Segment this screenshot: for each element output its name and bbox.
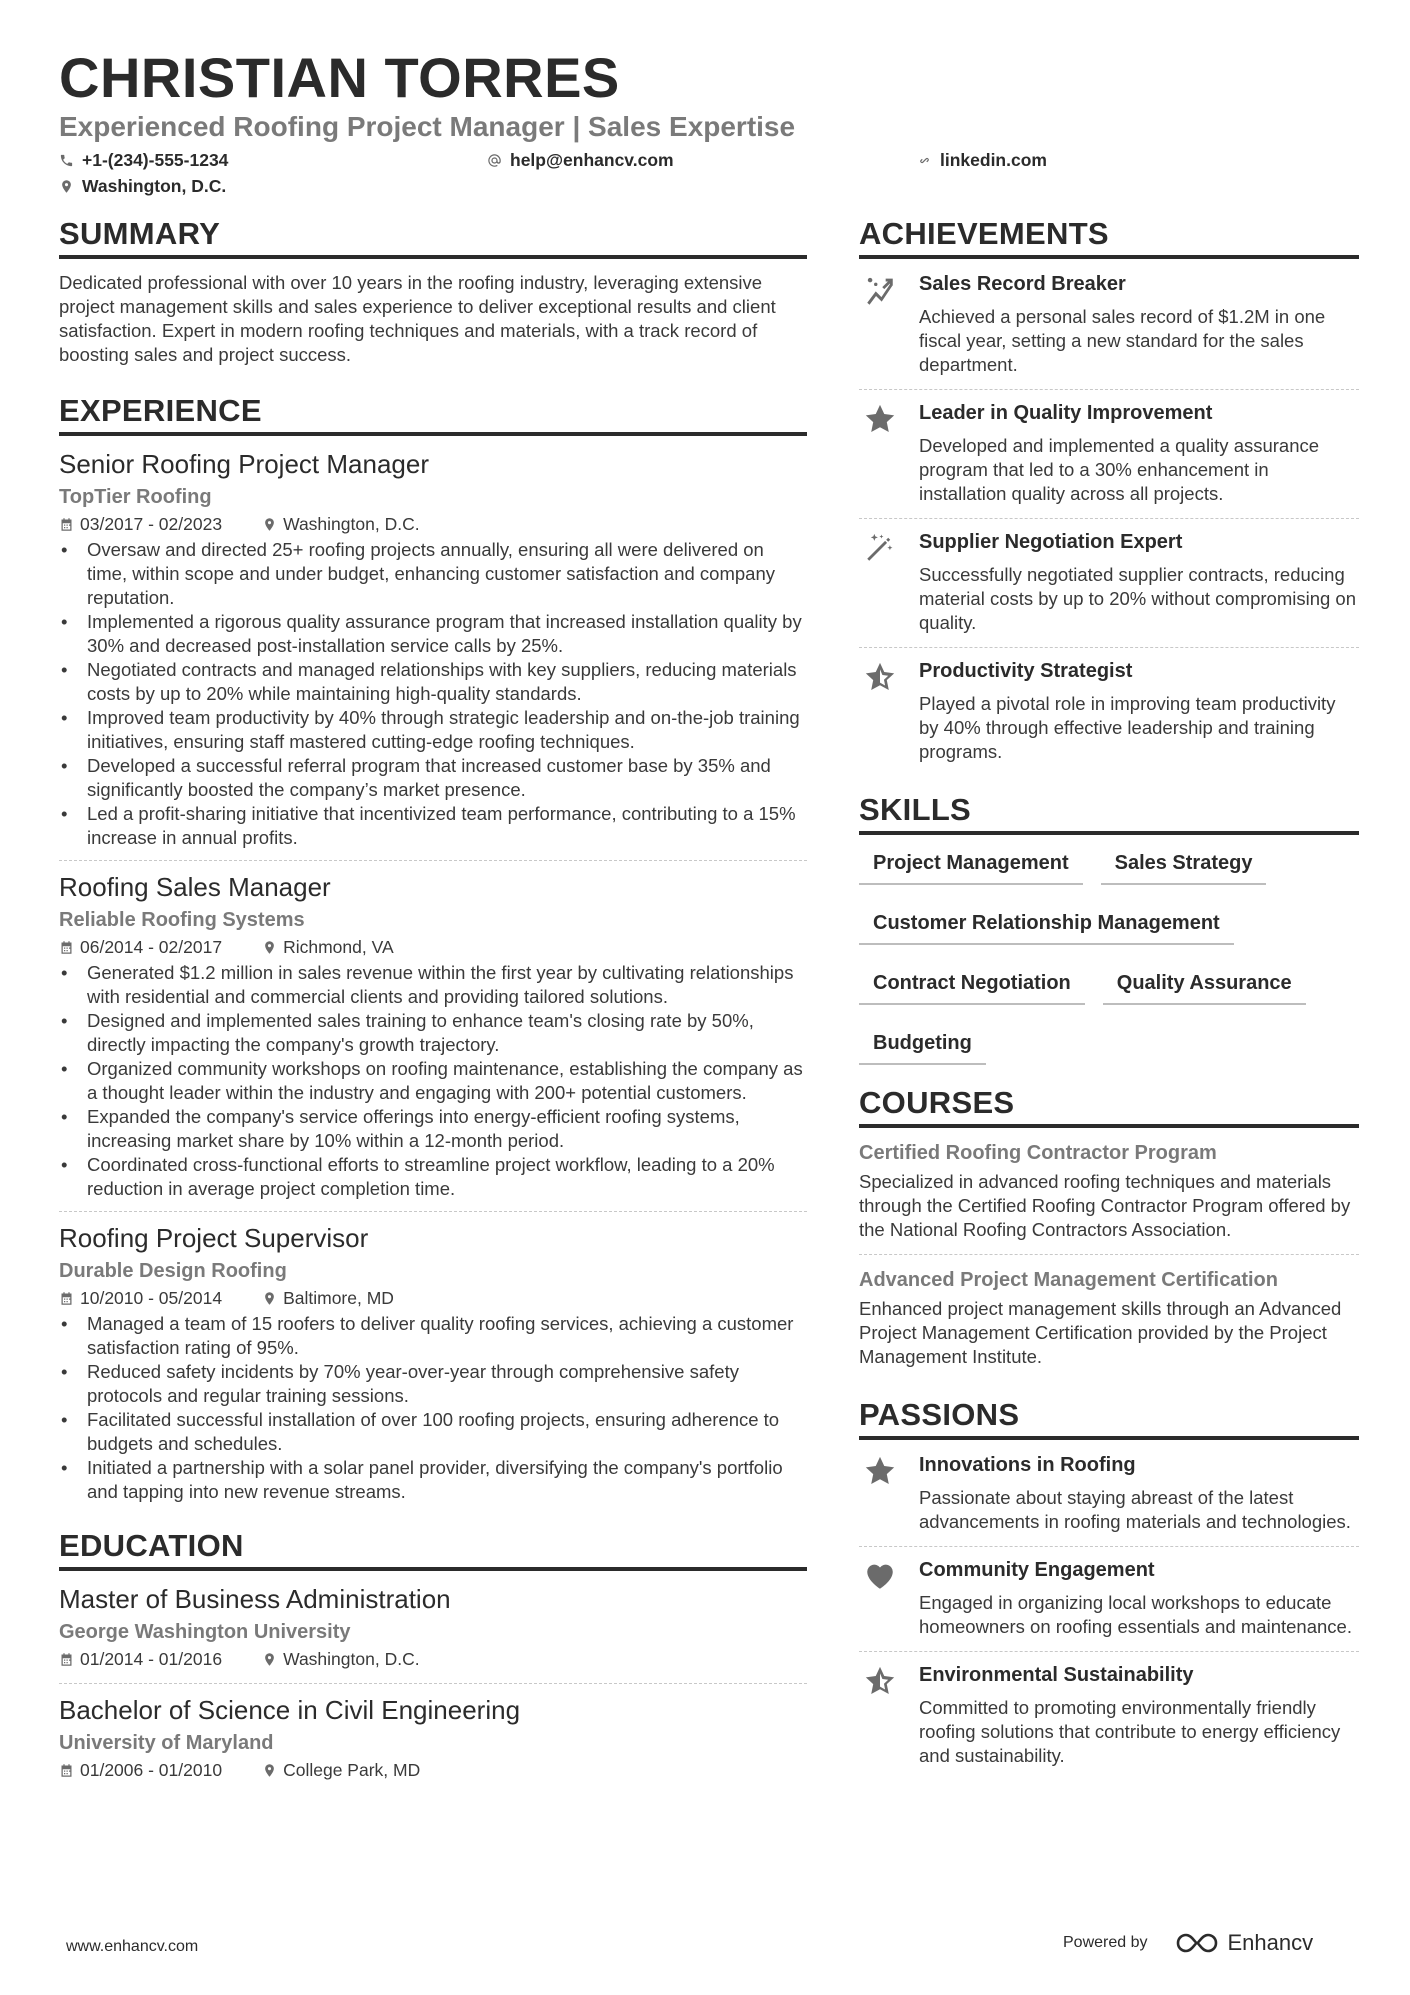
location-text: Washington, D.C. — [82, 176, 227, 196]
job-bullet: • Generated $1.2 million in sales revenue within the first year by cultivating relationships with residential and commercial clients and providing tailored solutions. — [59, 961, 807, 1009]
job-bullet: • Managed a team of 15 roofers to deliver quality roofing services, achieving a customer satisfaction rating of 95%. — [59, 1312, 807, 1360]
contact-location — [59, 175, 226, 197]
job-bullet: • Oversaw and directed 25+ roofing projects annually, ensuring all were delivered on time, within scope and under budget, enhancing customer satisfaction and company reputation. — [59, 538, 807, 610]
candidate-title: Experienced Roofing Project Manager | Sales Expertise — [59, 111, 796, 142]
job-bullets — [59, 961, 807, 1201]
contact-linkedin[interactable] — [917, 149, 1047, 171]
education-heading: EDUCATION — [59, 1528, 807, 1571]
achievements-heading: ACHIEVEMENTS — [859, 216, 1359, 259]
achievements-item — [859, 519, 1359, 648]
passions-text: Engaged in organizing local workshops to educate homeowners on roofing essentials and maintenance. — [919, 1592, 1352, 1637]
job-dates: 06/2014 - 02/2017 — [80, 937, 223, 957]
phone-icon — [59, 153, 74, 168]
achievements-title: Supplier Negotiation Expert — [919, 531, 1183, 553]
experience-entry — [59, 871, 807, 1212]
achievements-title: Leader in Quality Improvement — [919, 402, 1213, 424]
calendar-icon — [59, 940, 74, 955]
achievements-item — [859, 261, 1359, 390]
job-bullet: • Initiated a partnership with a solar panel provider, diversifying the company's portfolio and tapping into new revenue streams. — [59, 1456, 807, 1504]
job-meta — [59, 1286, 807, 1310]
job-bullet: • Expanded the company's service offerings into energy-efficient roofing systems, increasing market share by 10% within a 12-month period. — [59, 1105, 807, 1153]
job-bullet: • Coordinated cross-functional efforts to streamline project workflow, leading to a 20% reduction in average project completion time. — [59, 1153, 807, 1201]
link-icon — [917, 153, 932, 168]
education-entry — [59, 1694, 807, 1794]
calendar-icon — [59, 1763, 74, 1778]
degree-title: Master of Business Administration — [59, 1584, 451, 1614]
job-location: Richmond, VA — [283, 937, 394, 957]
education-dates: 01/2006 - 01/2010 — [80, 1760, 223, 1780]
job-dates: 03/2017 - 02/2023 — [80, 514, 223, 534]
email-text: help@enhancv.com — [510, 150, 674, 170]
experience-entry — [59, 1222, 807, 1514]
education-location: Washington, D.C. — [283, 1649, 420, 1669]
experience-list — [59, 448, 807, 1514]
education-dates: 01/2014 - 01/2016 — [80, 1649, 223, 1669]
job-bullets — [59, 538, 807, 850]
summary-section — [59, 216, 807, 367]
job-title: Roofing Project Supervisor — [59, 1223, 369, 1253]
location-pin-icon — [59, 179, 74, 194]
job-title: Roofing Sales Manager — [59, 872, 331, 902]
candidate-name: CHRISTIAN TORRES — [59, 46, 620, 109]
powered-by-text: Powered by — [1063, 1934, 1148, 1951]
skill-tag: Quality Assurance — [1103, 965, 1306, 1005]
job-meta — [59, 935, 807, 959]
heart-icon — [863, 1559, 897, 1593]
degree-title: Bachelor of Science in Civil Engineering — [59, 1695, 521, 1725]
experience-heading: EXPERIENCE — [59, 393, 807, 436]
location-pin-icon — [262, 1291, 277, 1306]
achievements-text: Played a pivotal role in improving team productivity by 40% through effective leadership and training programs. — [919, 693, 1336, 762]
course-text: Specialized in advanced roofing techniques and materials through the Certified Roofing Contractor Program offered by the National Roofing Contractors Association. — [859, 1171, 1351, 1240]
skill-tag: Contract Negotiation — [859, 965, 1085, 1005]
enhancv-brand-text: Enhancv — [1227, 1930, 1314, 1955]
right-column — [859, 216, 1359, 1780]
location-pin-icon — [262, 1763, 277, 1778]
achievements-list — [859, 261, 1359, 776]
achievements-title: Productivity Strategist — [919, 660, 1133, 682]
footer-website-link[interactable]: www.enhancv.com — [66, 1938, 199, 1955]
achievements-item — [859, 648, 1359, 776]
achievements-text: Successfully negotiated supplier contracts, reducing material costs by up to 20% without compromising on quality. — [919, 564, 1357, 633]
skill-tag: Project Management — [859, 845, 1083, 885]
course-text: Enhanced project management skills through an Advanced Project Management Certification provided by the Project Management Institute. — [859, 1298, 1342, 1367]
passions-title: Environmental Sustainability — [919, 1664, 1194, 1686]
enhancv-logo[interactable] — [1174, 1930, 1314, 1956]
passions-title: Innovations in Roofing — [919, 1454, 1136, 1476]
passions-title: Community Engagement — [919, 1559, 1155, 1581]
job-location: Washington, D.C. — [283, 514, 420, 534]
education-location: College Park, MD — [283, 1760, 421, 1780]
magic-wand-icon — [863, 531, 897, 565]
skills-heading: SKILLS — [859, 792, 1359, 835]
experience-section — [59, 393, 807, 1514]
job-bullet: • Led a profit-sharing initiative that incentivized team performance, contributing to a 15% increase in annual profits. — [59, 802, 807, 850]
chart-arrow-icon — [863, 273, 897, 307]
job-bullets — [59, 1312, 807, 1504]
course-title: Certified Roofing Contractor Program — [859, 1142, 1217, 1164]
job-meta — [59, 512, 807, 536]
skill-tag: Customer Relationship Management — [859, 905, 1234, 945]
education-section — [59, 1528, 807, 1794]
course-title: Advanced Project Management Certification — [859, 1269, 1278, 1291]
skill-tag: Sales Strategy — [1101, 845, 1267, 885]
job-bullet: • Negotiated contracts and managed relationships with key suppliers, reducing materials costs by up to 20% while maintaining high-quality standards. — [59, 658, 807, 706]
job-title: Senior Roofing Project Manager — [59, 449, 429, 479]
passions-text: Committed to promoting environmentally friendly roofing solutions that contribute to energy efficiency and sustainability. — [919, 1697, 1341, 1766]
education-meta — [59, 1647, 807, 1671]
experience-entry — [59, 448, 807, 861]
skills-list — [859, 837, 1359, 1085]
company-name: TopTier Roofing — [59, 486, 212, 508]
job-dates: 10/2010 - 05/2014 — [80, 1288, 223, 1308]
star-half-icon — [863, 1664, 897, 1698]
footer-branding — [1063, 1930, 1313, 1956]
company-name: Durable Design Roofing — [59, 1260, 287, 1282]
left-column — [59, 216, 807, 1804]
linkedin-text: linkedin.com — [940, 150, 1047, 170]
location-pin-icon — [262, 1652, 277, 1667]
school-name: University of Maryland — [59, 1732, 274, 1754]
star-half-icon — [863, 660, 897, 694]
education-list — [59, 1583, 807, 1794]
job-bullet: • Implemented a rigorous quality assurance program that increased installation quality by 30% and decreased post-installation service calls by 25%. — [59, 610, 807, 658]
calendar-icon — [59, 1291, 74, 1306]
achievements-text: Developed and implemented a quality assurance program that led to a 30% enhancement in installation quality across all projects. — [919, 435, 1320, 504]
skill-tag: Budgeting — [859, 1025, 986, 1065]
job-bullet: • Developed a successful referral program that increased customer base by 35% and significantly boosted the company’s market presence. — [59, 754, 807, 802]
location-pin-icon — [262, 517, 277, 532]
course-item — [859, 1267, 1359, 1381]
education-meta — [59, 1758, 807, 1782]
calendar-icon — [59, 1652, 74, 1667]
summary-heading: SUMMARY — [59, 216, 807, 259]
passions-text: Passionate about staying abreast of the latest advancements in roofing materials and technologies. — [919, 1487, 1351, 1532]
contact-phone[interactable] — [59, 149, 228, 171]
star-icon — [863, 402, 897, 436]
job-bullet: • Designed and implemented sales training to enhance team's closing rate by 50%, directly impacting the company's growth trajectory. — [59, 1009, 807, 1057]
job-bullet: • Organized community workshops on roofing maintenance, establishing the company as a thought leader within the industry and engaging with 200+ potential customers. — [59, 1057, 807, 1105]
passions-section — [859, 1397, 1359, 1780]
phone-text: +1-(234)-555-1234 — [82, 150, 229, 170]
job-bullet: • Reduced safety incidents by 70% year-over-year through comprehensive safety protocols and regular training sessions. — [59, 1360, 807, 1408]
enhancv-logo-icon — [1174, 1930, 1220, 1956]
at-icon — [487, 153, 502, 168]
calendar-icon — [59, 517, 74, 532]
job-bullet: • Improved team productivity by 40% through strategic leadership and on-the-job training initiatives, ensuring staff mastered cutting-edge roofing techniques. — [59, 706, 807, 754]
courses-heading: COURSES — [859, 1085, 1359, 1128]
star-icon — [863, 1454, 897, 1488]
passions-list — [859, 1442, 1359, 1780]
courses-list — [859, 1140, 1359, 1381]
course-item — [859, 1140, 1359, 1255]
skills-section — [859, 792, 1359, 1085]
location-pin-icon — [262, 940, 277, 955]
achievements-section — [859, 216, 1359, 776]
passions-item — [859, 1442, 1359, 1547]
achievements-item — [859, 390, 1359, 519]
school-name: George Washington University — [59, 1621, 351, 1643]
achievements-text: Achieved a personal sales record of $1.2M in one fiscal year, setting a new standard for the sales department. — [919, 306, 1326, 375]
job-location: Baltimore, MD — [283, 1288, 394, 1308]
achievements-title: Sales Record Breaker — [919, 273, 1126, 295]
passions-item — [859, 1547, 1359, 1652]
passions-heading: PASSIONS — [859, 1397, 1359, 1440]
education-entry — [59, 1583, 807, 1684]
courses-section — [859, 1085, 1359, 1381]
job-bullet: • Facilitated successful installation of over 100 roofing projects, ensuring adherence to budgets and schedules. — [59, 1408, 807, 1456]
summary-text: Dedicated professional with over 10 years in the roofing industry, leveraging extensive project management skills and sales experience to deliver exceptional results and client satisfaction. Expert in modern roofing techniques and materials, with a track record of boosting sales and project success. — [59, 272, 776, 365]
contact-email[interactable] — [487, 149, 674, 171]
passions-item — [859, 1652, 1359, 1780]
company-name: Reliable Roofing Systems — [59, 909, 305, 931]
